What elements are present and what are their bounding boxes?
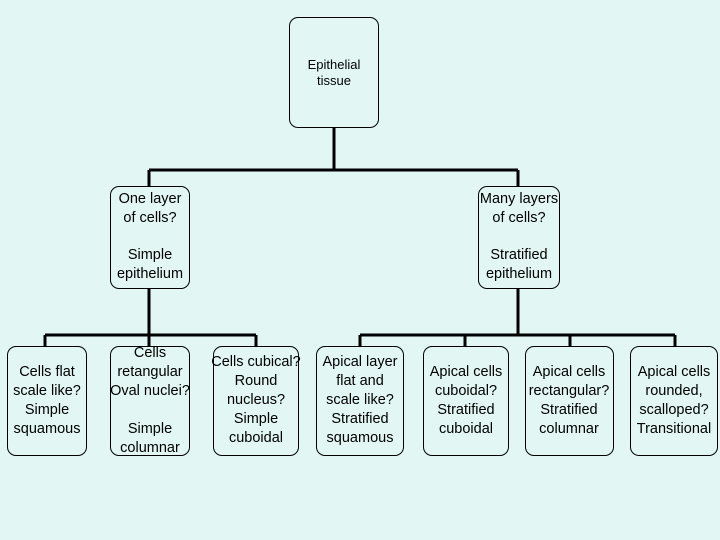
root-label-line2: tissue	[317, 73, 351, 88]
leaf4-line3: scale like?	[326, 392, 394, 408]
leaf4-line4: Stratified	[331, 411, 389, 427]
root-label	[289, 57, 379, 89]
stratified-question-line2: of cells?	[492, 210, 546, 226]
leaf1-line1: Cells flat	[19, 364, 75, 380]
leaf3-line1: Cells cubical?	[211, 354, 301, 370]
leaf-transitional-text	[619, 363, 720, 439]
leaf3-line3: nucleus?	[226, 392, 286, 408]
leaf6-line2: rectangular?	[528, 383, 610, 399]
leaf1-line4: squamous	[13, 421, 81, 437]
leaf5-line2: cuboidal?	[434, 383, 498, 399]
leaf5-line3: Stratified	[437, 402, 495, 418]
leaf1-line3: Simple	[24, 402, 70, 418]
leaf6-line4: columnar	[539, 421, 599, 437]
simple-answer-line1: Simple	[127, 247, 173, 263]
leaf2-line2: retangular	[117, 364, 183, 380]
simple-question	[100, 190, 200, 228]
root-label-line1: Epithelial	[307, 57, 361, 72]
leaf6-line3: Stratified	[540, 402, 598, 418]
leaf3-line2: Round	[234, 373, 278, 389]
stratified-answer-line1: Stratified	[490, 247, 548, 263]
simple-question-line1: One layer	[118, 191, 182, 207]
stratified-answer-line2: epithelium	[485, 266, 553, 282]
leaf4-line1: Apical layer	[322, 354, 398, 370]
leaf7-line1: Apical cells	[637, 364, 711, 380]
leaf-stratified-cuboidal-text	[411, 363, 521, 439]
leaf2-line6: columnar	[120, 440, 180, 456]
simple-question-line2: of cells?	[123, 210, 177, 226]
leaf-simple-squamous-text	[2, 363, 92, 439]
simple-answer	[100, 246, 200, 284]
leaf2-line3: Oval nuclei?	[110, 383, 190, 399]
leaf7-line2: rounded,	[645, 383, 703, 399]
leaf2-line1: Cells	[133, 345, 167, 361]
leaf7-line3: scalloped?	[639, 402, 709, 418]
leaf3-line4: Simple	[233, 411, 279, 427]
leaf4-line2: flat and	[336, 373, 384, 389]
stratified-question-line1: Many layers	[479, 191, 559, 207]
leaf5-line4: cuboidal	[438, 421, 493, 437]
leaf6-line1: Apical cells	[532, 364, 606, 380]
leaf4-line5: squamous	[326, 430, 394, 446]
leaf-stratified-squamous-text	[305, 353, 415, 448]
stratified-question	[464, 190, 574, 228]
leaf7-line4: Transitional	[636, 421, 712, 437]
leaf-simple-cuboidal-text	[201, 353, 311, 448]
leaf-stratified-columnar-text	[514, 363, 624, 439]
stratified-answer	[464, 246, 574, 284]
leaf1-line2: scale like?	[13, 383, 81, 399]
leaf2-line5: Simple	[127, 421, 173, 437]
leaf5-line1: Apical cells	[429, 364, 503, 380]
simple-answer-line2: epithelium	[116, 266, 184, 282]
leaf3-line5: cuboidal	[228, 430, 283, 446]
leaf2-line4	[100, 401, 200, 420]
leaf-simple-columnar-text	[100, 344, 200, 458]
